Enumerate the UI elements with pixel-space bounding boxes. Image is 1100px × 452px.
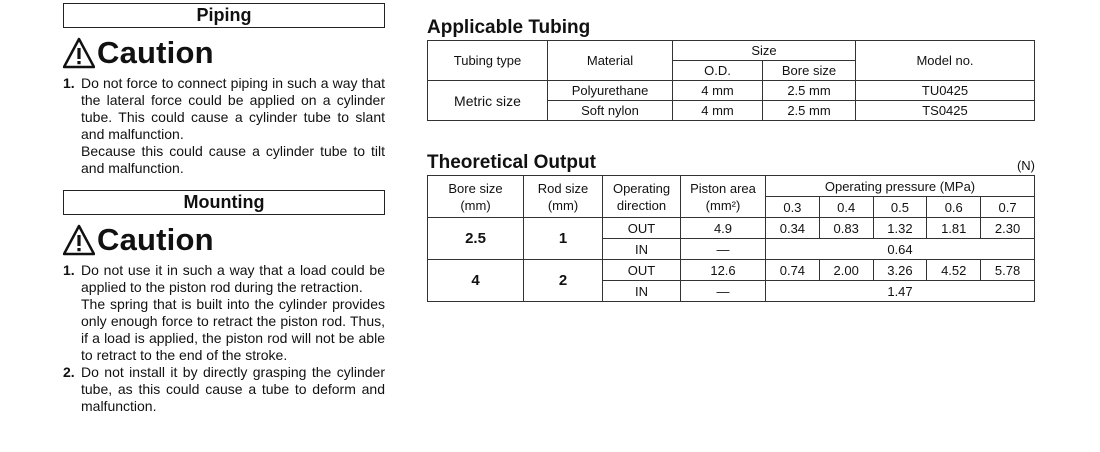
header-unit: (mm) xyxy=(460,197,491,213)
cell-direction: IN xyxy=(603,239,681,260)
header-direction xyxy=(603,176,681,218)
item-number: 1. xyxy=(63,75,75,91)
pressure-0.7: 0.7 xyxy=(981,197,1035,218)
table-row xyxy=(428,81,1035,101)
pressure-0.3: 0.3 xyxy=(766,197,820,218)
cell-value: 3.26 xyxy=(873,260,927,281)
caution-title: Caution xyxy=(97,222,214,257)
item-text: Because this could cause a cylinder tube to tilt and malfunction. xyxy=(81,143,385,176)
cell-value: 1.32 xyxy=(873,218,927,239)
header-text: Piston area xyxy=(690,180,756,196)
right-column xyxy=(427,16,1035,302)
cell-value: 0.34 xyxy=(766,218,820,239)
tubing-table xyxy=(427,40,1035,121)
item-text: Do not use it in such a way that a load could be applied to the piston rod during the retraction. xyxy=(81,262,385,295)
cell-direction: IN xyxy=(603,281,681,302)
header-piston-area xyxy=(681,176,766,218)
cell-area: — xyxy=(681,239,766,260)
header-text: Rod size xyxy=(537,180,589,196)
item-number: 2. xyxy=(63,364,75,380)
cell-value: 2.00 xyxy=(819,260,873,281)
left-column xyxy=(63,3,385,415)
header-unit: (mm²) xyxy=(705,197,741,213)
cell-bore: 2.5 mm xyxy=(763,81,856,101)
cell-rod: 2 xyxy=(524,260,603,302)
header-material: Material xyxy=(548,41,673,81)
cell-value: 1.81 xyxy=(927,218,981,239)
tubing-title: Applicable Tubing xyxy=(427,17,591,38)
header-text: Bore size xyxy=(448,180,503,196)
item-text: Do not force to connect piping in such a way that the lateral force could be applied on a cylinder tube. This could cause a cylinder tube to slant and malfunction. xyxy=(81,75,385,142)
list-item xyxy=(63,262,385,364)
cell-bore: 2.5 mm xyxy=(763,101,856,121)
header-text: Operating xyxy=(612,180,671,196)
cell-value: 0.83 xyxy=(819,218,873,239)
output-unit: (N) xyxy=(1016,158,1035,173)
cell-rod: 1 xyxy=(524,218,603,260)
header-size: Size xyxy=(673,41,856,61)
piping-list xyxy=(63,75,385,177)
cell-bore: 2.5 xyxy=(428,218,524,260)
pressure-0.6: 0.6 xyxy=(927,197,981,218)
cell-od: 4 mm xyxy=(673,81,763,101)
cell-value: 0.64 xyxy=(766,239,1035,260)
group-label: Metric size xyxy=(428,81,548,121)
mounting-list xyxy=(63,262,385,415)
cell-material: Polyurethane xyxy=(548,81,673,101)
output-table xyxy=(427,175,1035,302)
warning-icon xyxy=(63,37,95,69)
item-text: Do not install it by directly grasping the cylinder tube, as this could cause a tube to deform and malfunction. xyxy=(81,364,385,414)
output-title: Theoretical Output xyxy=(427,152,596,173)
cell-model: TS0425 xyxy=(856,101,1035,121)
piping-heading: Piping xyxy=(63,3,385,28)
item-number: 1. xyxy=(63,262,75,278)
cell-model: TU0425 xyxy=(856,81,1035,101)
table-row xyxy=(428,260,1035,281)
cell-value: 0.74 xyxy=(766,260,820,281)
header-tubing-type: Tubing type xyxy=(428,41,548,81)
cell-direction: OUT xyxy=(603,218,681,239)
caution-title: Caution xyxy=(97,35,214,70)
table-row xyxy=(428,218,1035,239)
header-pressure: Operating pressure (MPa) xyxy=(766,176,1035,197)
cell-direction: OUT xyxy=(603,260,681,281)
item-text: The spring that is built into the cylinder provides only enough force to retract the piston rod. Thus, if a load is applied, the piston rod will not be able to retract to the end of the stroke. xyxy=(81,296,385,363)
header-bore-size xyxy=(428,176,524,218)
cell-area: 12.6 xyxy=(681,260,766,281)
cell-area: 4.9 xyxy=(681,218,766,239)
pressure-0.4: 0.4 xyxy=(819,197,873,218)
header-bore: Bore size xyxy=(763,61,856,81)
list-item xyxy=(63,75,385,177)
cell-bore: 4 xyxy=(428,260,524,302)
cell-value: 5.78 xyxy=(981,260,1035,281)
cell-value: 2.30 xyxy=(981,218,1035,239)
warning-icon xyxy=(63,224,95,256)
cell-value: 4.52 xyxy=(927,260,981,281)
cell-value: 1.47 xyxy=(766,281,1035,302)
mounting-caution xyxy=(63,222,385,258)
header-text: direction xyxy=(616,197,667,213)
cell-material: Soft nylon xyxy=(548,101,673,121)
mounting-heading: Mounting xyxy=(63,190,385,215)
pressure-0.5: 0.5 xyxy=(873,197,927,218)
header-od: O.D. xyxy=(673,61,763,81)
cell-area: — xyxy=(681,281,766,302)
header-rod-size xyxy=(524,176,603,218)
cell-od: 4 mm xyxy=(673,101,763,121)
output-header xyxy=(427,151,1035,175)
header-model: Model no. xyxy=(856,41,1035,81)
piping-caution xyxy=(63,35,385,71)
header-unit: (mm) xyxy=(547,197,579,213)
list-item xyxy=(63,364,385,415)
